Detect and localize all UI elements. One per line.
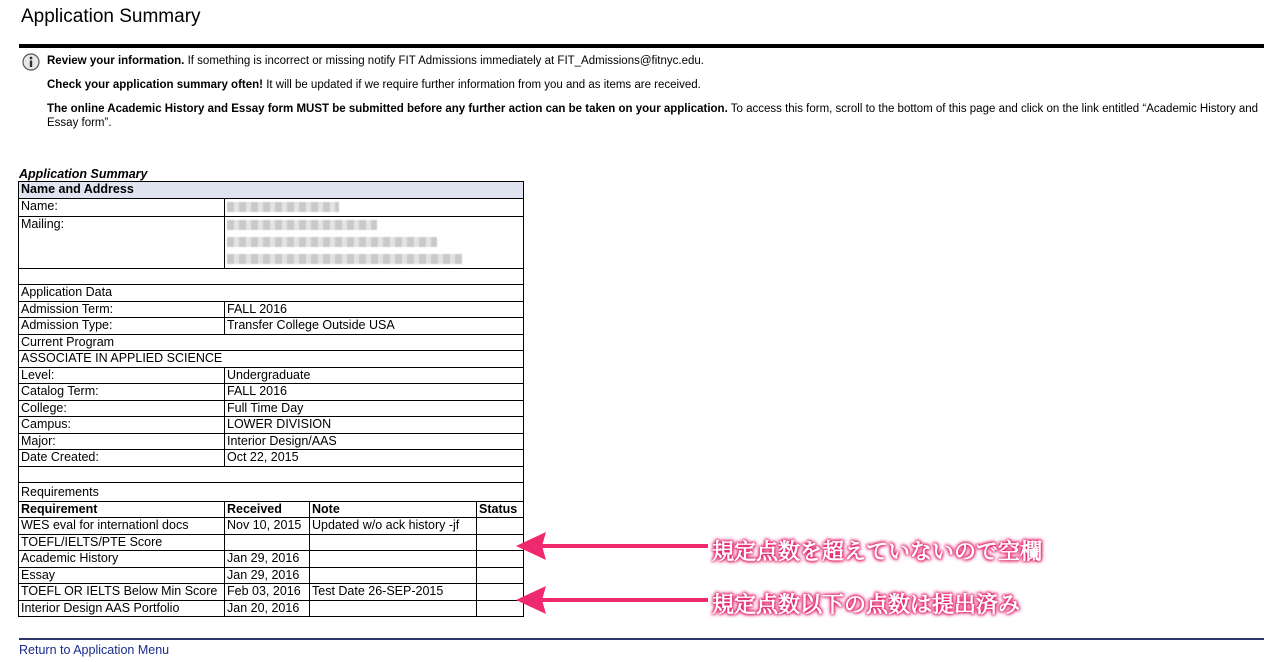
- col-header-note: Note: [310, 501, 477, 518]
- name-value-redacted: [225, 198, 524, 216]
- college-label: College:: [19, 400, 225, 417]
- table-row: [19, 567, 524, 584]
- page-title: Application Summary: [21, 6, 201, 27]
- requirements-header-row: [19, 483, 524, 502]
- level-row: [19, 367, 524, 384]
- title-divider: [19, 44, 1264, 48]
- footer-divider: [19, 638, 1264, 640]
- annotation-submitted-score: 規定点数以下の点数は提出済み: [712, 592, 1021, 617]
- review-notice-text: If something is incorrect or missing notify FIT Admissions immediately at FIT_Admissions@fitnyc.edu.: [184, 55, 704, 67]
- name-row: [19, 198, 524, 216]
- level-value: Undergraduate: [225, 367, 524, 384]
- received-cell: Feb 03, 2016: [225, 584, 310, 601]
- requirement-cell: TOEFL/IELTS/PTE Score: [19, 534, 225, 551]
- major-row: [19, 433, 524, 450]
- date-created-value: Oct 22, 2015: [225, 450, 524, 467]
- table-row: [19, 518, 524, 535]
- campus-row: [19, 417, 524, 434]
- admission-term-value: FALL 2016: [225, 301, 524, 318]
- annotation-arrow-2: [514, 580, 710, 620]
- check-notice: [47, 78, 1262, 92]
- catalog-term-value: FALL 2016: [225, 384, 524, 401]
- major-label: Major:: [19, 433, 225, 450]
- program-name: ASSOCIATE IN APPLIED SCIENCE: [19, 351, 524, 368]
- note-cell: [310, 600, 477, 617]
- name-label: Name:: [19, 198, 225, 216]
- mailing-value-redacted: [225, 216, 524, 268]
- received-cell: Jan 29, 2016: [225, 551, 310, 568]
- application-data-header: Application Data: [19, 285, 524, 302]
- date-created-row: [19, 450, 524, 467]
- received-cell: Jan 20, 2016: [225, 600, 310, 617]
- campus-value: LOWER DIVISION: [225, 417, 524, 434]
- requirement-cell: Essay: [19, 567, 225, 584]
- note-cell: [310, 567, 477, 584]
- requirement-cell: WES eval for internationl docs: [19, 518, 225, 535]
- admission-type-value: Transfer College Outside USA: [225, 318, 524, 335]
- campus-label: Campus:: [19, 417, 225, 434]
- check-notice-text: It will be updated if we require further information from you and as items are received.: [263, 79, 701, 91]
- admission-type-label: Admission Type:: [19, 318, 225, 335]
- current-program-header-row: [19, 334, 524, 351]
- col-header-status: Status: [477, 501, 524, 518]
- college-value: Full Time Day: [225, 400, 524, 417]
- form-notice-text: To access this form, scroll to the bottom of this page and click on the link entitled “Academic History and Essay form”.: [47, 103, 1259, 129]
- requirements-column-header-row: [19, 501, 524, 518]
- form-notice-bold: The online Academic History and Essay form MUST be submitted before any further action can be taken on your application.: [47, 103, 728, 115]
- mailing-label: Mailing:: [19, 216, 225, 268]
- form-notice: [47, 102, 1262, 130]
- received-cell: Jan 29, 2016: [225, 567, 310, 584]
- requirement-cell: TOEFL OR IELTS Below Min Score: [19, 584, 225, 601]
- info-icon: [22, 53, 40, 71]
- current-program-header: Current Program: [19, 334, 524, 351]
- annotation-arrow-1: [514, 526, 710, 566]
- table-row: [19, 600, 524, 617]
- spacer-row: [19, 268, 524, 285]
- annotation-blank-status: 規定点数を超えていないので空欄: [712, 539, 1043, 564]
- table-row: [19, 551, 524, 568]
- requirement-cell: Interior Design AAS Portfolio: [19, 600, 225, 617]
- received-cell: [225, 534, 310, 551]
- spacer-row: [19, 466, 524, 483]
- admission-term-row: [19, 301, 524, 318]
- note-cell: [310, 534, 477, 551]
- admission-type-row: [19, 318, 524, 335]
- catalog-term-label: Catalog Term:: [19, 384, 225, 401]
- application-data-header-row: [19, 285, 524, 302]
- name-address-header-row: [19, 182, 524, 199]
- major-value: Interior Design/AAS: [225, 433, 524, 450]
- requirement-cell: Academic History: [19, 551, 225, 568]
- program-name-row: [19, 351, 524, 368]
- admission-term-label: Admission Term:: [19, 301, 225, 318]
- date-created-label: Date Created:: [19, 450, 225, 467]
- review-notice-bold: Review your information.: [47, 55, 185, 67]
- level-label: Level:: [19, 367, 225, 384]
- summary-caption: Application Summary: [19, 167, 148, 181]
- note-cell: Test Date 26-SEP-2015: [310, 584, 477, 601]
- catalog-term-row: [19, 384, 524, 401]
- review-notice: [47, 54, 1262, 68]
- note-cell: Updated w/o ack history -jf: [310, 518, 477, 535]
- received-cell: Nov 10, 2015: [225, 518, 310, 535]
- application-summary-table: [18, 181, 524, 617]
- table-row: [19, 534, 524, 551]
- col-header-requirement: Requirement: [19, 501, 225, 518]
- check-notice-bold: Check your application summary often!: [47, 79, 263, 91]
- mailing-row: [19, 216, 524, 268]
- college-row: [19, 400, 524, 417]
- note-cell: [310, 551, 477, 568]
- return-to-menu-link[interactable]: Return to Application Menu: [19, 643, 170, 657]
- table-row: [19, 584, 524, 601]
- col-header-received: Received: [225, 501, 310, 518]
- requirements-header: Requirements: [19, 483, 524, 502]
- name-address-header: Name and Address: [19, 182, 524, 199]
